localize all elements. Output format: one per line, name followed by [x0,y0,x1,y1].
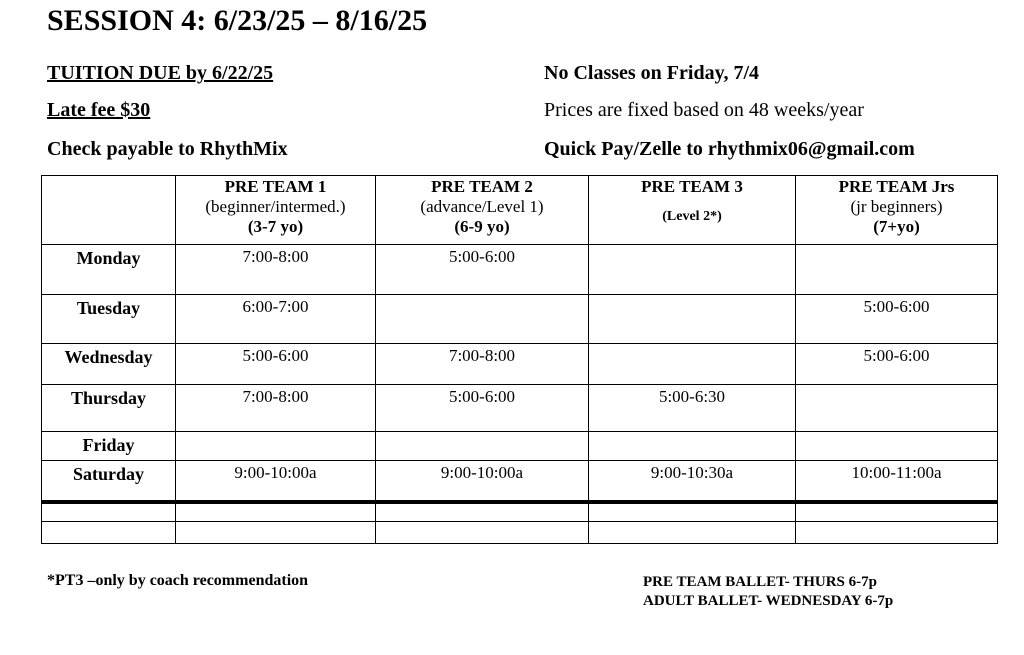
table-row [42,432,998,461]
time-slot: 5:00-6:00 [796,295,998,344]
table-row [42,245,998,295]
header-name: PRE TEAM 2 [431,177,533,196]
no-classes-notice: No Classes on Friday, 7/4 [544,62,760,84]
session-title: SESSION 4: 6/23/25 – 8/16/25 [47,4,428,37]
day-label: Friday [42,432,176,461]
table-row [42,295,998,344]
empty-cell [376,502,589,522]
header-name: PRE TEAM Jrs [838,177,955,196]
table-row [42,385,998,432]
pre-team-ballet-note: PRE TEAM BALLET- THURS 6-7p [643,574,877,590]
time-slot [589,245,796,295]
header-age: (6-9 yo) [454,217,510,236]
table-row [42,344,998,385]
day-label: Tuesday [42,295,176,344]
corner-cell [42,176,176,245]
check-payable: Check payable to RhythMix [47,138,288,160]
day-label: Saturday [42,461,176,502]
time-slot: 7:00-8:00 [176,245,376,295]
empty-cell [376,522,589,544]
time-slot [589,295,796,344]
adult-ballet-note: ADULT BALLET- WEDNESDAY 6-7p [643,593,894,609]
header-sub: (advance/Level 1) [420,197,544,216]
time-slot [796,385,998,432]
header-row [42,176,998,245]
header-sub: (jr beginners) [850,197,943,216]
header-name: PRE TEAM 3 [641,177,743,196]
empty-cell [176,502,376,522]
time-slot: 10:00-11:00a [796,461,998,502]
empty-cell [42,522,176,544]
time-slot [796,432,998,461]
day-label: Monday [42,245,176,295]
time-slot: 5:00-6:00 [796,344,998,385]
header-sub: (Level 2*) [662,209,722,224]
empty-row [42,502,998,522]
header-sub: (beginner/intermed.) [205,197,346,216]
empty-cell [796,502,998,522]
empty-cell [796,522,998,544]
schedule-table [41,175,998,544]
late-fee: Late fee $30 [47,99,151,121]
time-slot: 7:00-8:00 [176,385,376,432]
header-age: (3-7 yo) [247,217,304,236]
time-slot [589,432,796,461]
time-slot: 5:00-6:00 [376,245,589,295]
time-slot [589,344,796,385]
header-pre-team-3 [589,176,796,245]
header-age: (7+yo) [873,217,920,236]
header-pre-team-2 [376,176,589,245]
quick-pay-notice: Quick Pay/Zelle to rhythmix06@gmail.com [544,138,915,160]
empty-cell [589,522,796,544]
time-slot: 9:00-10:00a [176,461,376,502]
time-slot: 9:00-10:30a [589,461,796,502]
empty-cell [589,502,796,522]
time-slot [176,432,376,461]
time-slot: 6:00-7:00 [176,295,376,344]
day-label: Thursday [42,385,176,432]
time-slot [376,432,589,461]
time-slot: 5:00-6:00 [176,344,376,385]
time-slot: 5:00-6:30 [589,385,796,432]
time-slot [796,245,998,295]
time-slot: 9:00-10:00a [376,461,589,502]
empty-cell [176,522,376,544]
day-label: Wednesday [42,344,176,385]
time-slot: 7:00-8:00 [376,344,589,385]
empty-row [42,522,998,544]
footnote: *PT3 –only by coach recommendation [47,572,309,589]
time-slot: 5:00-6:00 [376,385,589,432]
time-slot [376,295,589,344]
empty-cell [42,502,176,522]
header-pre-team-jrs [796,176,998,245]
header-pre-team-1 [176,176,376,245]
prices-notice: Prices are fixed based on 48 weeks/year [544,99,864,121]
table-row [42,461,998,502]
tuition-due: TUITION DUE by 6/22/25 [47,62,274,84]
header-name: PRE TEAM 1 [224,177,327,196]
